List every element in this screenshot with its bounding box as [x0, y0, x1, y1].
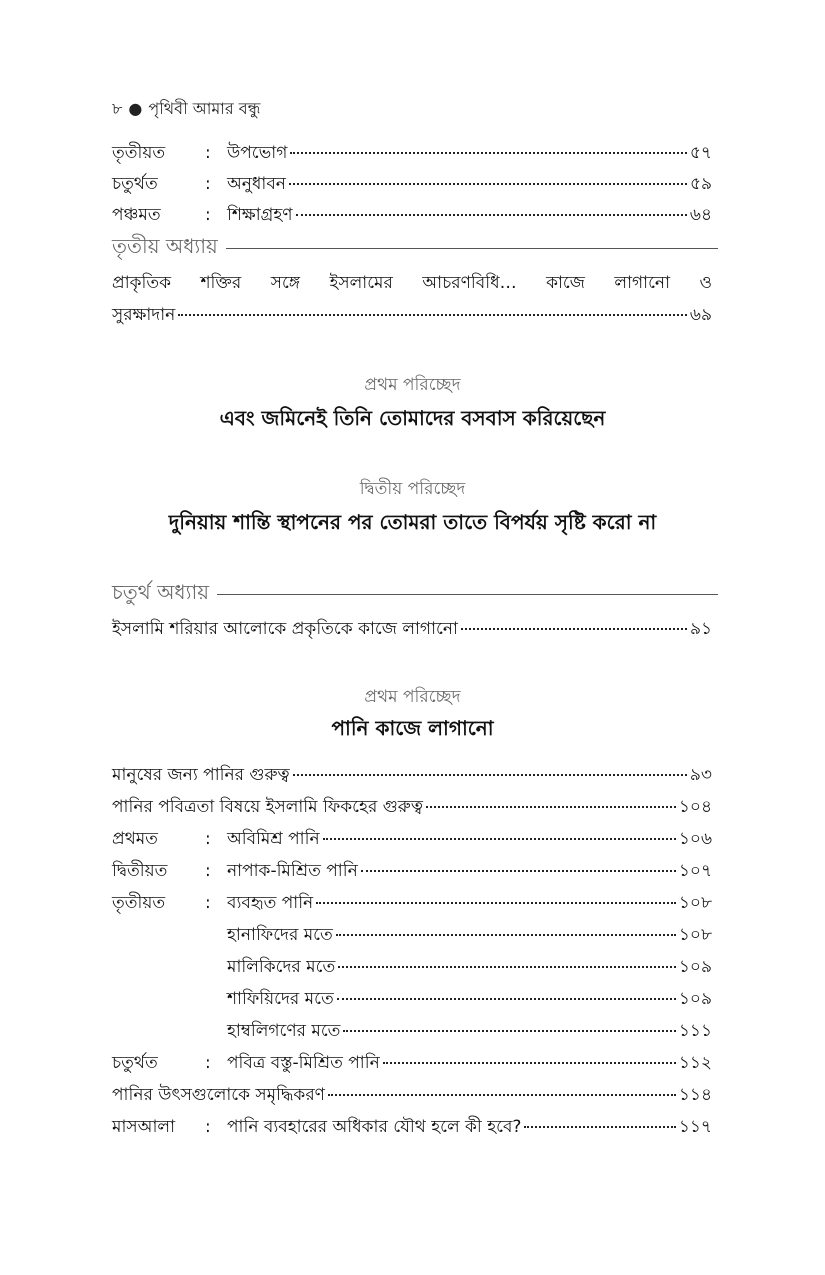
- toc-entry[interactable]: [112, 616, 712, 642]
- toc-entry-title: হাম্বলিগণের মতে: [227, 1021, 341, 1041]
- toc-entry[interactable]: [112, 1114, 712, 1140]
- toc-entry-label: তৃতীয়ত: [112, 893, 166, 913]
- header-bullet: ●: [128, 99, 143, 118]
- entry-word: ও: [699, 273, 712, 293]
- entry-word: কাজে: [546, 273, 585, 293]
- toc-entry-title: নাপাক-মিশ্রিত পানি: [227, 861, 358, 881]
- dot-leader: [328, 1094, 676, 1096]
- dot-leader: [383, 1062, 676, 1064]
- dot-leader: [178, 314, 687, 316]
- toc-entry[interactable]: [112, 954, 712, 980]
- chapter-heading-text: তৃতীয় অধ্যায়: [112, 234, 218, 258]
- chapter-entry-line2[interactable]: [112, 302, 712, 328]
- toc-entry-title: মালিকিদের মতে: [227, 957, 336, 977]
- section-label: প্রথম পরিচ্ছেদ: [364, 375, 461, 395]
- toc-entry-page: ১১১: [678, 1021, 712, 1041]
- dot-leader: [524, 1126, 675, 1128]
- toc-entry-title: সুরক্ষাদান: [112, 305, 176, 325]
- section-title[interactable]: এবং জমিনেই তিনি তোমাদের বসবাস করিয়েছেন: [219, 406, 606, 430]
- toc-entry[interactable]: [112, 171, 712, 197]
- entry-word: শক্তির: [200, 273, 242, 293]
- heading-rule: [217, 594, 718, 595]
- dot-leader: [289, 183, 687, 185]
- toc-entry-page: ১০৪: [678, 797, 712, 817]
- toc-entry-page: ১০৭: [678, 861, 712, 881]
- header-page-number: ৮: [112, 99, 123, 118]
- toc-entry-label: প্রথমত: [112, 829, 158, 849]
- entry-word: প্রাকৃতিক: [112, 273, 172, 293]
- toc-entry-page: ৯৩: [689, 765, 712, 785]
- toc-entry-label: চতুর্থত: [112, 1053, 158, 1073]
- toc-entry-title: পানির পবিত্রতা বিষয়ে ইসলামি ফিকহের গুরুত্ব: [112, 797, 423, 817]
- dot-leader: [293, 774, 687, 776]
- toc-entry-colon: :: [205, 1117, 211, 1137]
- toc-entry-title: ইসলামি শরিয়ার আলোকে প্রকৃতিকে কাজে লাগানো: [112, 619, 458, 639]
- toc-entry[interactable]: [112, 1050, 712, 1076]
- toc-entry-title: শাফিয়িদের মতে: [227, 989, 334, 1009]
- toc-entry-page: ১০৯: [678, 957, 712, 977]
- section-title[interactable]: পানি কাজে লাগানো: [331, 716, 494, 740]
- toc-entry-page: ১০৯: [678, 989, 712, 1009]
- dot-leader: [316, 902, 676, 904]
- toc-entry[interactable]: [112, 1082, 712, 1108]
- entry-word: আচরণবিধি…: [422, 273, 517, 293]
- toc-entry[interactable]: [112, 922, 712, 948]
- toc-entry-page: ১০৮: [678, 893, 712, 913]
- toc-entry-label: মাসআলা: [112, 1117, 176, 1137]
- toc-entry-page: ৬৯: [689, 305, 712, 325]
- toc-entry-page: ১১২: [678, 1053, 712, 1073]
- toc-entry-title: পানি ব্যবহারের অধিকার যৌথ হলে কী হবে?: [227, 1117, 522, 1137]
- toc-entry-colon: :: [205, 1053, 211, 1073]
- chapter-entry[interactable]: [112, 270, 712, 298]
- toc-entry-page: ১০৬: [678, 829, 712, 849]
- toc-entry-page: ৫৯: [689, 174, 712, 194]
- section-label: প্রথম পরিচ্ছেদ: [364, 687, 461, 707]
- dot-leader: [426, 806, 676, 808]
- toc-entry-label: দ্বিতীয়ত: [112, 861, 168, 881]
- toc-entry-title: অবিমিশ্র পানি: [227, 829, 320, 849]
- dot-leader: [290, 152, 687, 154]
- toc-entry-colon: :: [205, 829, 211, 849]
- toc-entry-page: ৫৭: [689, 143, 712, 163]
- dot-leader: [361, 870, 676, 872]
- toc-entry-title: মানুষের জন্য পানির গুরুত্ব: [112, 765, 290, 785]
- toc-entry[interactable]: [112, 202, 712, 228]
- toc-entry-colon: :: [205, 205, 211, 225]
- toc-entry-title: ব্যবহৃত পানি: [227, 893, 314, 913]
- toc-entry[interactable]: [112, 762, 712, 788]
- toc-entry-title: উপভোগ: [227, 143, 288, 163]
- toc-entry[interactable]: [112, 826, 712, 852]
- toc-entry[interactable]: [112, 890, 712, 916]
- dot-leader: [461, 628, 687, 630]
- toc-entry-page: ১০৮: [678, 925, 712, 945]
- dot-leader: [296, 214, 687, 216]
- chapter-entry-line: [112, 270, 712, 298]
- toc-entry-title: হানাফিদের মতে: [227, 925, 333, 945]
- toc-entry[interactable]: [112, 858, 712, 884]
- running-header: [112, 96, 260, 123]
- chapter-heading-text: চতুর্থ অধ্যায়: [112, 580, 210, 604]
- dot-leader: [336, 934, 676, 936]
- toc-entry-label: পঞ্চমত: [112, 205, 161, 225]
- entry-word: সঙ্গে: [270, 273, 301, 293]
- toc-entry-colon: :: [205, 174, 211, 194]
- toc-entry[interactable]: [112, 986, 712, 1012]
- toc-entry-title: অনুধাবন: [227, 174, 286, 194]
- toc-entry-label: চতুর্থত: [112, 174, 158, 194]
- toc-entry-title: পানির উৎসগুলোকে সমৃদ্ধিকরণ: [112, 1085, 325, 1105]
- header-book-title: পৃথিবী আমার বন্ধু: [148, 99, 261, 118]
- toc-entry-page: ১১৪: [678, 1085, 712, 1105]
- toc-entry-colon: :: [205, 861, 211, 881]
- toc-entry[interactable]: [112, 140, 712, 166]
- toc-entry-page: ৬৪: [689, 205, 712, 225]
- toc-entry-title: শিক্ষাগ্রহণ: [227, 205, 293, 225]
- toc-entry-colon: :: [205, 143, 211, 163]
- toc-entry-label: তৃতীয়ত: [112, 143, 166, 163]
- section-title[interactable]: দুনিয়ায় শান্তি স্থাপনের পর তোমরা তাতে বিপর্যয় সৃষ্টি করো না: [168, 510, 657, 534]
- dot-leader: [337, 998, 676, 1000]
- dot-leader: [338, 966, 676, 968]
- dot-leader: [343, 1030, 675, 1032]
- entry-word: ইসলামের: [329, 273, 393, 293]
- toc-entry[interactable]: [112, 794, 712, 820]
- toc-entry[interactable]: [112, 1018, 712, 1044]
- toc-entry-page: ৯১: [689, 619, 712, 639]
- toc-entry-title: পবিত্র বস্তু-মিশ্রিত পানি: [227, 1053, 380, 1073]
- toc-entry-page: ১১৭: [678, 1117, 712, 1137]
- chapter-heading: [112, 578, 718, 611]
- heading-rule: [226, 248, 718, 249]
- toc-entry-colon: :: [205, 893, 211, 913]
- chapter-heading: [112, 232, 718, 265]
- entry-word: লাগানো: [614, 273, 670, 293]
- dot-leader: [323, 838, 676, 840]
- section-label: দ্বিতীয় পরিচ্ছেদ: [359, 479, 466, 499]
